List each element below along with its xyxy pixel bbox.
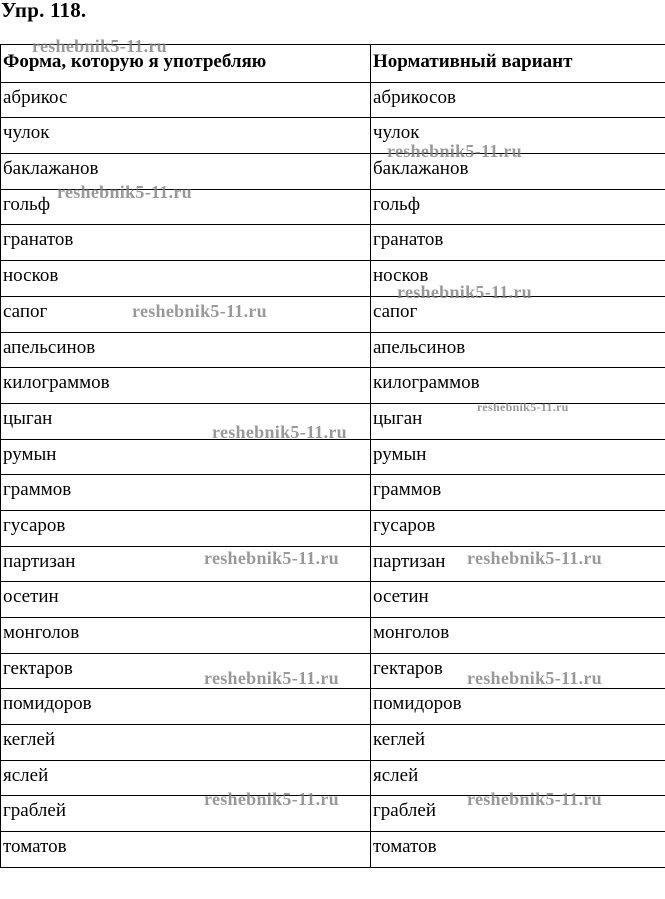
cell-normative-form: апельсинов xyxy=(371,332,665,368)
cell-user-form: гранатов xyxy=(1,225,371,261)
cell-user-form: баклажанов xyxy=(1,154,371,190)
cell-normative-form: партизан xyxy=(371,546,665,582)
cell-user-form: носков xyxy=(1,261,371,297)
cell-user-form: осетин xyxy=(1,582,371,618)
cell-normative-form: гольф xyxy=(371,189,665,225)
cell-normative-form: румын xyxy=(371,439,665,475)
cell-user-form: монголов xyxy=(1,618,371,654)
cell-normative-form: кеглей xyxy=(371,725,665,761)
watermark-text: reshebnik5-11.ru xyxy=(212,422,347,442)
cell-normative-form: граблей xyxy=(371,796,665,832)
watermark-text: reshebnik5-11.ru xyxy=(32,36,167,56)
cell-user-form: гольф xyxy=(1,189,371,225)
column-header-user-form: Форма, которую я употребляю xyxy=(1,45,371,83)
cell-user-form: кеглей xyxy=(1,725,371,761)
table-row xyxy=(1,154,665,190)
cell-normative-form: монголов xyxy=(371,618,665,654)
watermark-text: reshebnik5-11.ru xyxy=(477,400,569,414)
cell-user-form: апельсинов xyxy=(1,332,371,368)
table-row xyxy=(1,832,665,868)
table-row xyxy=(1,368,665,404)
cell-user-form: граммов xyxy=(1,475,371,511)
watermark-text: reshebnik5-11.ru xyxy=(57,182,192,202)
cell-normative-form: гусаров xyxy=(371,510,665,546)
cell-user-form: томатов xyxy=(1,832,371,868)
watermark-text: reshebnik5-11.ru xyxy=(204,789,339,809)
table-row xyxy=(1,82,665,118)
table-row xyxy=(1,689,665,725)
header-row xyxy=(1,45,665,83)
cell-normative-form: помидоров xyxy=(371,689,665,725)
watermark-text: reshebnik5-11.ru xyxy=(467,548,602,568)
column-header-normative: Нормативный вариант xyxy=(371,45,665,83)
cell-normative-form: яслей xyxy=(371,760,665,796)
table-row xyxy=(1,225,665,261)
exercise-heading: Упр. 118. xyxy=(1,0,87,22)
table-row xyxy=(1,725,665,761)
cell-user-form: гусаров xyxy=(1,510,371,546)
cell-user-form: абрикос xyxy=(1,82,371,118)
cell-normative-form: гранатов xyxy=(371,225,665,261)
cell-user-form: граблей xyxy=(1,796,371,832)
table-row xyxy=(1,189,665,225)
table-row xyxy=(1,261,665,297)
cell-user-form: партизан xyxy=(1,546,371,582)
cell-normative-form: гектаров xyxy=(371,653,665,689)
cell-user-form: румын xyxy=(1,439,371,475)
table-row xyxy=(1,510,665,546)
cell-normative-form: осетин xyxy=(371,582,665,618)
table-row xyxy=(1,296,665,332)
cell-user-form: чулок xyxy=(1,118,371,154)
watermark-text: reshebnik5-11.ru xyxy=(397,282,532,302)
cell-user-form: цыган xyxy=(1,403,371,439)
table-row xyxy=(1,760,665,796)
cell-normative-form: баклажанов xyxy=(371,154,665,190)
table-row xyxy=(1,546,665,582)
table-row xyxy=(1,582,665,618)
table-row xyxy=(1,118,665,154)
cell-normative-form: чулок xyxy=(371,118,665,154)
cell-normative-form: абрикосов xyxy=(371,82,665,118)
answer-table xyxy=(0,44,665,868)
cell-normative-form: томатов xyxy=(371,832,665,868)
table-row xyxy=(1,653,665,689)
table-row xyxy=(1,332,665,368)
cell-normative-form: сапог xyxy=(371,296,665,332)
cell-normative-form: килограммов xyxy=(371,368,665,404)
watermark-text: reshebnik5-11.ru xyxy=(387,141,522,161)
cell-user-form: сапог xyxy=(1,296,371,332)
cell-user-form: килограммов xyxy=(1,368,371,404)
watermark-text: reshebnik5-11.ru xyxy=(467,668,602,688)
cell-user-form: гектаров xyxy=(1,653,371,689)
cell-user-form: яслей xyxy=(1,760,371,796)
cell-normative-form: цыган xyxy=(371,403,665,439)
table-row xyxy=(1,796,665,832)
table-row xyxy=(1,403,665,439)
watermark-text: reshebnik5-11.ru xyxy=(204,548,339,568)
watermark-text: reshebnik5-11.ru xyxy=(204,668,339,688)
cell-normative-form: граммов xyxy=(371,475,665,511)
cell-user-form: помидоров xyxy=(1,689,371,725)
cell-normative-form: носков xyxy=(371,261,665,297)
table-row xyxy=(1,439,665,475)
table-row xyxy=(1,618,665,654)
watermark-text: reshebnik5-11.ru xyxy=(132,301,267,321)
watermark-text: reshebnik5-11.ru xyxy=(467,789,602,809)
table-row xyxy=(1,475,665,511)
